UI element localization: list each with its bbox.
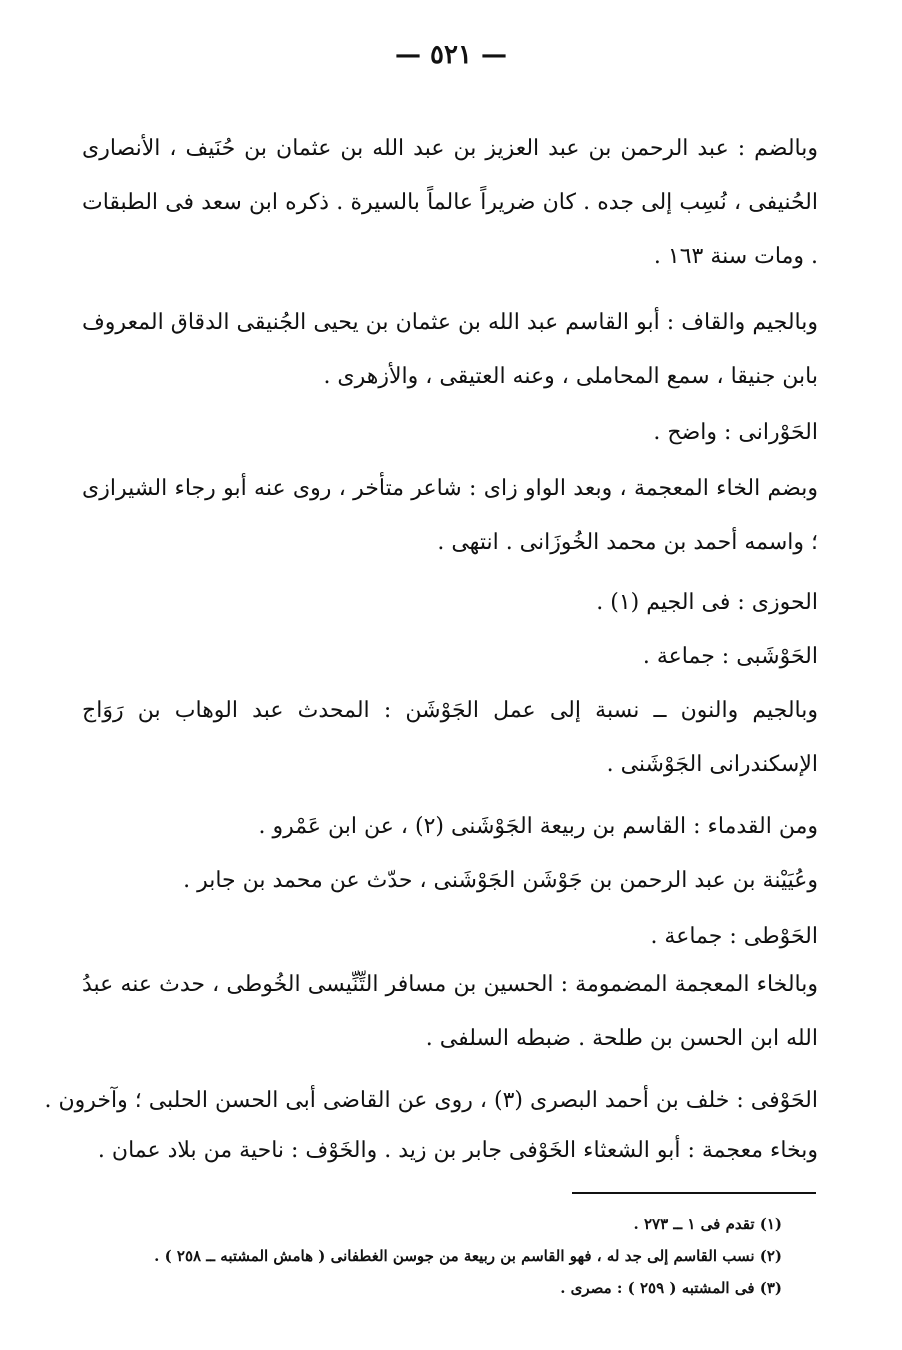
entry-block-jawshani: [82, 684, 818, 792]
entry-paragraph: وبضم الخاء المعجمة ، وبعد الواو زاى : شاعر متأخر ، روى عنه أبو رجاء الشيرازى ؛ واسمه أحمد بن محمد الخُوزَانى . انتهى .: [82, 476, 818, 555]
entry-block-hawshabi: [82, 630, 818, 684]
entry-block-junayqi: [82, 296, 818, 404]
entry-block-uyayna: [82, 854, 818, 908]
entry-heading: الحَوْرانى : واضح .: [653, 420, 818, 445]
entry-block-khawfi: [82, 1124, 818, 1178]
entry-paragraph: وبالضم : عبد الرحمن بن عبد العزيز بن عبد الله بن عثمان بن حُنَيف ، الأنصارى الحُنيفى ، نُسِب إلى جده . كان ضريراً عالماً بالسيرة . ذكره ابن سعد فى الطبقات . ومات سنة ١٦٣ .: [82, 136, 818, 269]
footnote-2: (٢) نسب القاسم إلى جد له ، فهو القاسم بن ربيعة من جوسن الغطفانى ( هامش المشتبه ــ ٢٥٨ ) .: [154, 1247, 782, 1265]
footnote-1: (١) تقدم فى ١ ــ ٢٧٣ .: [633, 1215, 782, 1233]
entry-paragraph: الحَوْفى : خلف بن أحمد البصرى (٣) ، روى عن القاضى أبى الحسن الحلبى ؛ وآخرون .: [44, 1088, 818, 1113]
entry-block-hawfi: [44, 1074, 818, 1128]
entry-paragraph: وعُيَيْنة بن عبد الرحمن بن جَوْشَن الجَوْشَنى ، حدّث عن محمد بن جابر .: [183, 868, 818, 893]
entry-heading: الحوزى : فى الجيم (١) .: [596, 590, 818, 615]
footnote-3: (٣) فى المشتبه ( ٢٥٩ ) : مصرى .: [560, 1279, 782, 1297]
entry-paragraph: وبالجيم والقاف : أبو القاسم عبد الله بن عثمان بن يحيى الجُنيقى الدقاق المعروف بابن جنيقا ، سمع المحاملى ، وعنه العتيقى ، والأزهرى .: [82, 310, 818, 389]
footnotes: [82, 1208, 782, 1304]
entry-block-hawti: [82, 910, 818, 964]
entry-paragraph: ومن القدماء : القاسم بن ربيعة الجَوْشَنى (٢) ، عن ابن عَمْرو .: [258, 814, 818, 839]
entry-heading: الحَوْطى : جماعة .: [650, 924, 818, 949]
entry-paragraph: وبخاء معجمة : أبو الشعثاء الخَوْفى جابر بن زيد . والخَوْف : ناحية من بلاد عمان .: [97, 1138, 818, 1163]
entry-heading: الحَوْشَبى : جماعة .: [642, 644, 818, 669]
entry-paragraph: وبالخاء المعجمة المضمومة : الحسين بن مسافر التِّنِّيسى الخُوطى ، حدث عنه عبدُ الله ابن الحسن بن طلحة . ضبطه السلفى .: [82, 972, 818, 1051]
entry-block-hawzi: [82, 576, 818, 630]
entry-block-hawrani: [82, 406, 818, 460]
entry-block-khuti: [82, 958, 818, 1066]
entry-paragraph: وبالجيم والنون ــ نسبة إلى عمل الجَوْشَن : المحدث عبد الوهاب بن رَوَاج الإسكندرانى الجَوْشَنى .: [82, 698, 818, 777]
page-number: — ٥٢١ —: [394, 40, 508, 70]
entry-block-qasim: [82, 800, 818, 854]
footnote-divider: [572, 1192, 816, 1194]
entry-block-hunayfi: [82, 122, 818, 284]
entry-block-khuzani: [82, 462, 818, 570]
